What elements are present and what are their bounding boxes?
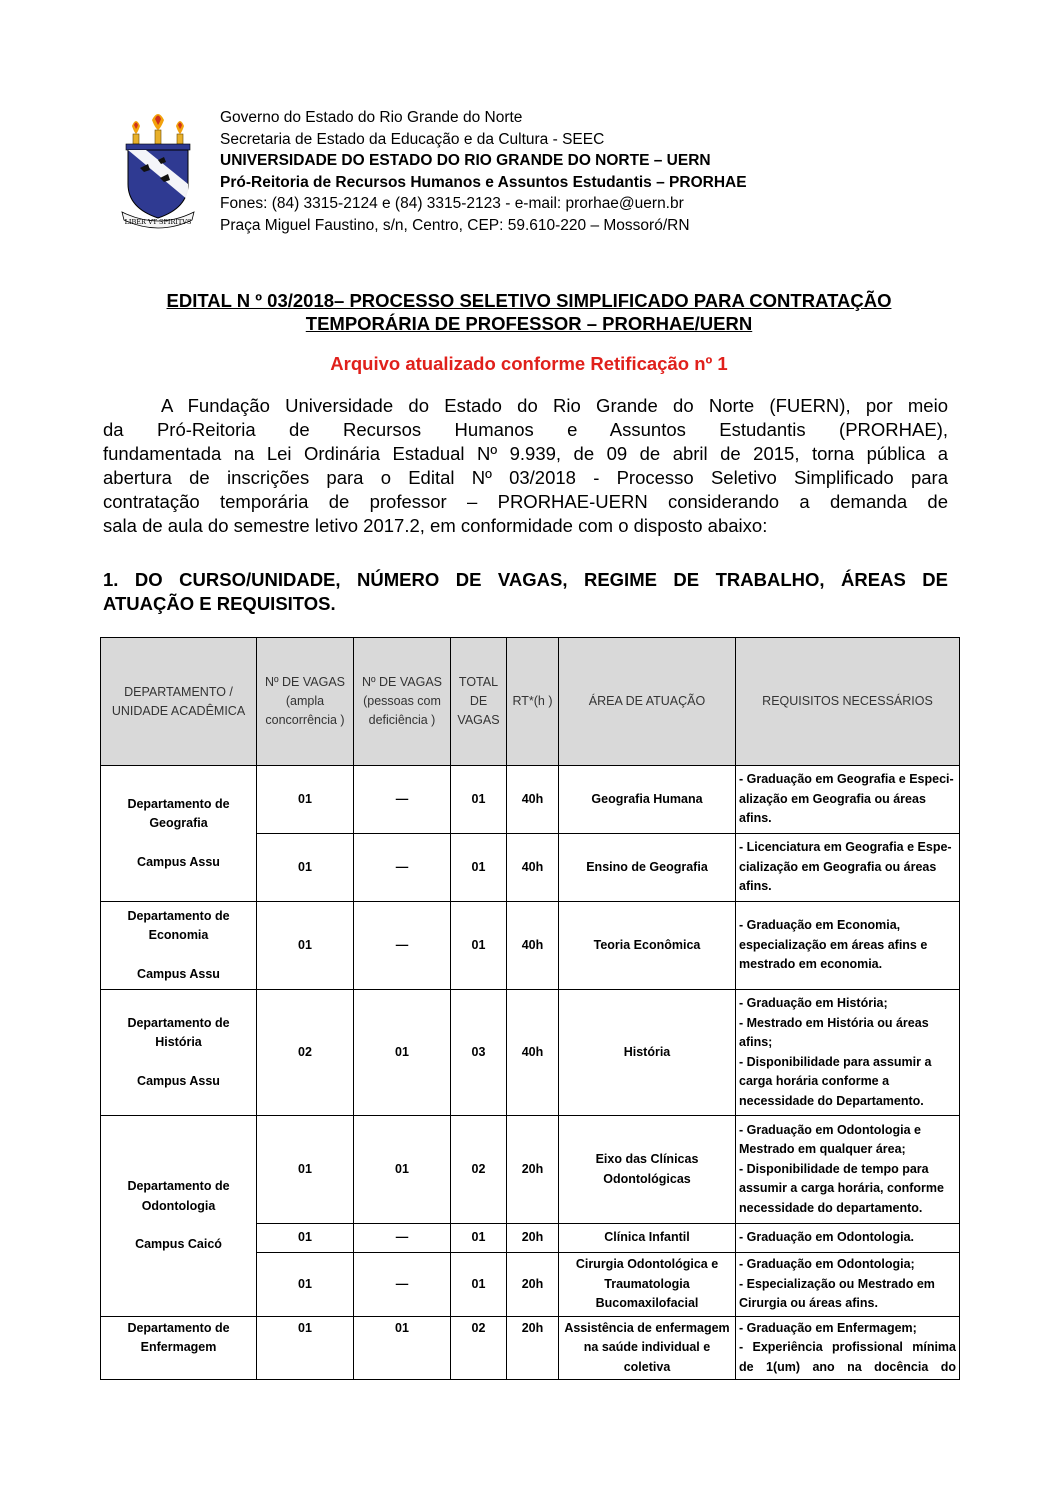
- department-campus: Campus Assu: [137, 966, 220, 981]
- total-vacancies-cell: 02: [451, 1116, 507, 1224]
- department-cell: [101, 766, 257, 902]
- vacancies-disability-cell: 01: [354, 1116, 451, 1224]
- vacancies-open-cell: 01: [257, 1116, 354, 1224]
- institution-header: [220, 107, 747, 236]
- requirement-line: - Graduação em Odontologia;: [739, 1257, 915, 1271]
- vacancies-disability-cell: 01: [354, 1316, 451, 1380]
- area-cell: Clínica Infantil: [559, 1224, 736, 1253]
- requirement-line: - Graduação em Economia,: [739, 918, 901, 933]
- intro-line: abertura de inscrições para o Edital Nº 03/2018 - Processo Seletivo Simplificado para: [103, 467, 948, 488]
- requirement-line: mestrado em economia.: [739, 957, 883, 972]
- intro-line: A Fundação Universidade do Estado do Rio Grande do Norte (FUERN), por meio: [161, 395, 948, 416]
- work-regime-cell: 20h: [507, 1116, 559, 1224]
- section-heading-line-2: ATUAÇÃO E REQUISITOS.: [103, 593, 336, 614]
- requirement-line: - Graduação em Enfermagem;: [739, 1320, 917, 1335]
- requirement-line: - Graduação em Odontologia e: [739, 1122, 921, 1137]
- intro-line: da Pró-Reitoria de Recursos Humanos e Assuntos Estudantis (PRORHAE),: [103, 419, 948, 440]
- total-vacancies-cell: 01: [451, 902, 507, 990]
- requirement-line: - Disponibilidade de tempo para: [739, 1161, 929, 1176]
- department-cell: [101, 1316, 257, 1380]
- requirement-line: Cirurgia ou áreas afins.: [739, 1296, 878, 1310]
- requirement-line: afins.: [739, 879, 772, 894]
- header-total-vacancies: TOTAL DE VAGAS: [451, 638, 507, 766]
- requirements-cell: [736, 834, 960, 902]
- requirements-cell: [736, 1116, 960, 1224]
- header-area: ÁREA DE ATUAÇÃO: [559, 638, 736, 766]
- table-row: [101, 766, 960, 834]
- requirements-cell: [736, 1253, 960, 1317]
- intro-line: fundamentada na Lei Ordinária Estadual Nº 9.939, de 09 de abril de 2015, torna pública a: [103, 443, 948, 464]
- department-name: Departamento de Economia: [127, 908, 230, 943]
- intro-paragraph: [103, 394, 948, 538]
- requirements-cell: [736, 1224, 960, 1253]
- department-campus: Campus Assu: [137, 1073, 220, 1088]
- header-department: DEPARTAMENTO / UNIDADE ACADÊMICA: [101, 638, 257, 766]
- requirements-cell: [736, 1316, 960, 1380]
- total-vacancies-cell: 03: [451, 990, 507, 1116]
- vacancies-disability-cell: —: [354, 902, 451, 990]
- section-heading: [103, 568, 948, 616]
- requirement-line: afins;: [739, 1035, 773, 1049]
- title-line-2: TEMPORÁRIA DE PROFESSOR – PRORHAE/UERN: [305, 313, 753, 334]
- total-vacancies-cell: 01: [451, 1224, 507, 1253]
- requirement-line: necessidade do Departamento.: [739, 1093, 924, 1108]
- uern-crest-logo: [118, 112, 198, 230]
- requirements-cell: [736, 902, 960, 990]
- work-regime-cell: 40h: [507, 766, 559, 834]
- work-regime-cell: 40h: [507, 902, 559, 990]
- header-line-contact: Fones: (84) 3315-2124 e (84) 3315-2123 - e-mail: prorhae@uern.br: [220, 195, 684, 212]
- requirement-line: - Especialização ou Mestrado em: [739, 1276, 935, 1291]
- requirement-line: alização em Geografia ou áreas: [739, 791, 926, 806]
- table-row: [101, 990, 960, 1116]
- vacancies-disability-cell: —: [354, 1224, 451, 1253]
- vacancies-open-cell: 01: [257, 1224, 354, 1253]
- header-vacancies-open: Nº DE VAGAS (ampla concorrência ): [257, 638, 354, 766]
- vacancies-open-cell: 01: [257, 834, 354, 902]
- work-regime-cell: 20h: [507, 1224, 559, 1253]
- requirement-line: - Graduação em História;: [739, 996, 888, 1010]
- department-cell: [101, 1116, 257, 1317]
- requirement-line: - Licenciatura em Geografia e Espe-: [739, 840, 952, 855]
- vacancies-open-cell: 02: [257, 990, 354, 1116]
- department-name: Departamento de Odontologia: [127, 1179, 230, 1213]
- department-name: Departamento de Enfermagem: [127, 1320, 230, 1354]
- area-cell: Cirurgia Odontológica e Traumatologia Bucomaxilofacial: [559, 1253, 736, 1317]
- header-requirements: REQUISITOS NECESSÁRIOS: [736, 638, 960, 766]
- vacancies-table: [100, 637, 960, 1380]
- section-heading-line-1: 1. DO CURSO/UNIDADE, NÚMERO DE VAGAS, REGIME DE TRABALHO, ÁREAS DE: [103, 569, 948, 590]
- requirements-cell: [736, 766, 960, 834]
- intro-line: sala de aula do semestre letivo 2017.2, em conformidade com o disposto abaixo:: [103, 515, 768, 536]
- area-cell: História: [559, 990, 736, 1116]
- total-vacancies-cell: 01: [451, 766, 507, 834]
- header-line-secretariat: Secretaria de Estado da Educação e da Cultura - SEEC: [220, 130, 605, 148]
- department-cell: [101, 990, 257, 1116]
- requirement-line: especialização em áreas afins e: [739, 937, 928, 952]
- department-campus: Campus Assu: [137, 854, 220, 869]
- requirement-line: assumir a carga horária, conforme: [739, 1181, 944, 1196]
- department-cell: [101, 902, 257, 990]
- department-name: Departamento de História: [127, 1015, 230, 1050]
- work-regime-cell: 40h: [507, 834, 559, 902]
- crest-motto: LIBER VT SPIRITVS: [124, 218, 192, 226]
- vacancies-open-cell: 01: [257, 1316, 354, 1380]
- requirement-line: carga horária conforme a: [739, 1074, 890, 1088]
- header-line-prorhae: Pró-Reitoria de Recursos Humanos e Assuntos Estudantis – PRORHAE: [220, 173, 747, 191]
- header-work-regime: RT*(h ): [507, 638, 559, 766]
- vacancies-disability-cell: —: [354, 766, 451, 834]
- requirement-line: de 1(um) ano na docência do: [739, 1359, 956, 1374]
- area-cell: Assistência de enfermagem na saúde individual e coletiva: [559, 1316, 736, 1380]
- table-row: [101, 1116, 960, 1224]
- requirement-line: afins.: [739, 811, 772, 826]
- work-regime-cell: 20h: [507, 1316, 559, 1380]
- area-cell: Geografia Humana: [559, 766, 736, 834]
- requirement-line: - Graduação em Odontologia.: [739, 1230, 915, 1245]
- requirement-line: cialização em Geografia ou áreas: [739, 859, 937, 874]
- table-row: [101, 1316, 960, 1380]
- department-name: Departamento de Geografia: [127, 796, 230, 831]
- requirement-line: - Experiência profissional mínima: [739, 1340, 956, 1354]
- vacancies-disability-cell: —: [354, 834, 451, 902]
- requirement-line: necessidade do departamento.: [739, 1200, 923, 1215]
- work-regime-cell: 40h: [507, 990, 559, 1116]
- title-line-1: EDITAL N º 03/2018– PROCESSO SELETIVO SIMPLIFICADO PARA CONTRATAÇÃO: [166, 290, 892, 311]
- requirement-line: - Disponibilidade para assumir a: [739, 1054, 932, 1069]
- total-vacancies-cell: 01: [451, 1253, 507, 1317]
- header-line-university: UNIVERSIDADE DO ESTADO DO RIO GRANDE DO NORTE – UERN: [220, 152, 711, 169]
- requirement-line: Mestrado em qualquer área;: [739, 1142, 906, 1157]
- vacancies-disability-cell: —: [354, 1253, 451, 1317]
- header-line-address: Praça Miguel Faustino, s/n, Centro, CEP: 59.610-220 – Mossoró/RN: [220, 216, 690, 234]
- table-row: [101, 902, 960, 990]
- rectification-notice: Arquivo atualizado conforme Retificação nº 1: [330, 353, 728, 374]
- requirements-cell: [736, 990, 960, 1116]
- vacancies-disability-cell: 01: [354, 990, 451, 1116]
- area-cell: Eixo das Clínicas Odontológicas: [559, 1116, 736, 1224]
- intro-line: contratação temporária de professor – PRORHAE-UERN considerando a demanda de: [103, 491, 948, 512]
- vacancies-open-cell: 01: [257, 766, 354, 834]
- header-line-government: Governo do Estado do Rio Grande do Norte: [220, 109, 523, 126]
- department-campus: Campus Caicó: [135, 1237, 222, 1251]
- vacancies-open-cell: 01: [257, 1253, 354, 1317]
- requirement-line: - Mestrado em História ou áreas: [739, 1015, 929, 1030]
- area-cell: Teoria Econômica: [559, 902, 736, 990]
- requirement-line: - Graduação em Geografia e Especi-: [739, 772, 954, 787]
- vacancies-open-cell: 01: [257, 902, 354, 990]
- total-vacancies-cell: 02: [451, 1316, 507, 1380]
- table-header-row: [101, 638, 960, 766]
- work-regime-cell: 20h: [507, 1253, 559, 1317]
- header-vacancies-disability: Nº DE VAGAS (pessoas com deficiência ): [354, 638, 451, 766]
- total-vacancies-cell: 01: [451, 834, 507, 902]
- document-title: [0, 289, 1058, 335]
- area-cell: Ensino de Geografia: [559, 834, 736, 902]
